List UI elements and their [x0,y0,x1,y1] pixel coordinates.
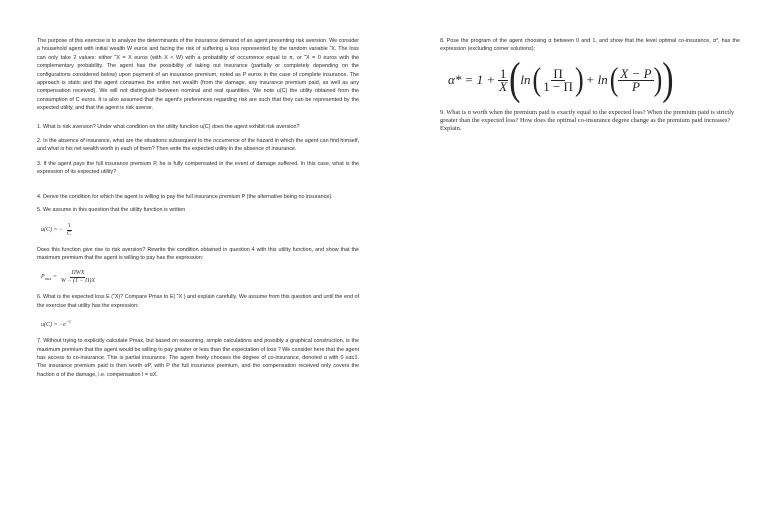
question-5: 5. We assume in this question that the utility function is written [37,207,186,214]
eq1-den: C [67,230,72,237]
eq2-eq: = [51,274,57,281]
pmax-equation [41,270,359,285]
question-7: 7. Without trying to explicitly calculate Pmax, but based on reasoning, simple calculations and possibly a graphical construction, is the maximum premium that the agent would be willing to pay greater or less than the expectation of loss ? We consider here that the agent has access to co-insurance. This is partial insurance. The agent freely chooses the degree of co-insurance, denoted α with 0 ≤α≤1. The insurance premium paid is then worth αP, with P the full insurance premium, and the compensation received only covers the fraction α of the damage, i.e. compensation I = αX. [37,338,359,378]
question-5-continued: Does this function give rise to risk aversion? Rewrite the condition obtained in question 4 with this utility function, and show that the maximum premium that the agent is willing to pay has the expression: [37,246,359,261]
close-paren-1: ) [574,61,584,98]
plus-ln: + ln [585,72,608,88]
big-open-paren: ( [509,54,521,105]
utility-equation-2 [41,319,359,328]
question-3: 3. If the agent pays the full insurance premium P, he is fully compensated in the event of damage suffered. In this case, what is the expression of its expected utility? [37,160,359,176]
question-4: 4. Derive the condition for which the agent is willing to pay the full insurance premium P (the alternative being no insurance). [37,193,333,200]
f2-den: 1 − Π [543,78,573,94]
close-paren-2: ) [653,61,663,98]
eq2-fraction [60,270,96,285]
question-6: 6. What is the expected loss E (˜X)? Compare Pmax to E( ˜X ) and explain carefully. We assume from this question and until the end of the exercise that utility has the expression: [37,294,359,309]
formula-frac-1 [497,65,509,94]
question-1: 1. What is risk aversion? Under what condition on the utility function u(C) does the agent exhibit risk aversion? [37,123,300,130]
open-paren-2: ( [609,61,619,98]
eq2-num: ΠWX [71,270,85,277]
ln-1: ln [520,72,531,88]
intro-paragraph: The purpose of this exercise is to analyze the determinants of the insurance demand of an agent presenting risk aversion. We consider a household agent with initial wealth W euros and facing the risk of suffering a loss represented by the random variable ˜X. The loss can only take 2 values: either ˜X = X euros (with X < W) with a probability of occurrence equal to π, or ˜X = 0 euros with the complementary probability. The agent has the possibility of taking out insurance (partially or completely depending on the configurations considered below) upon payment of an insurance premium, noted as P euros in the case of complete insurance. The approach is static and the agent consumes the entire net wealth (from the damage, any insurance premium paid, as well as any compensation received). We will not distinguish between nominal and real quantities. We note u(C) the utility obtained from the consumption of C euros. It is also assumed that the agent's preferences regarding risk are such that they can be represented by the expected utility, and that the agent is risk averse. [37,38,359,112]
eq1-lhs: u(C) = − [41,227,64,233]
formula-frac-3 [618,65,653,94]
eq2-lhs: P [41,274,45,281]
f3-num: X − P [620,65,652,81]
utility-equation-1 [41,223,359,238]
eq3-base: u(C) = −e [41,322,66,329]
formula-frac-2 [541,65,575,94]
f1-num: 1 [499,65,507,81]
optimal-coinsurance-formula [448,54,740,105]
eq1-num: 1 [67,222,71,229]
question-9: 9. What is α worth when the premium paid is exactly equal to the expected loss? When the premium paid is strictly greater than the expected loss? How does the optimal co-insurance degree change as the premium paid increases? Explain. [440,108,735,132]
f3-den: P [632,78,640,94]
f2-num: Π [553,65,563,81]
eq1-fraction [66,223,72,238]
f1-den: X [499,78,508,94]
eq2-den: W − (1 − Π)X [60,278,95,285]
formula-lhs: α* = 1 + [448,72,496,88]
eq3-sup: −C [65,319,72,325]
question-2: 2. In the absence of insurance, what are the situations subsequent to the occurrence of the hazard in which the agent can find himself, and what is his net wealth worth in each of them? Then write the expected utility in the absence of insurance. [37,138,359,153]
open-paren-1: ( [532,61,542,98]
big-close-paren: ) [662,54,674,105]
eq2-sub: max [44,276,52,282]
right-column [440,37,740,133]
left-column [37,37,359,379]
question-8: 8. Pose the program of the agent choosing α between 0 and 1, and show that the level optimal co-insurance, α*, has the expression (excluding corner solutions): [440,38,740,53]
